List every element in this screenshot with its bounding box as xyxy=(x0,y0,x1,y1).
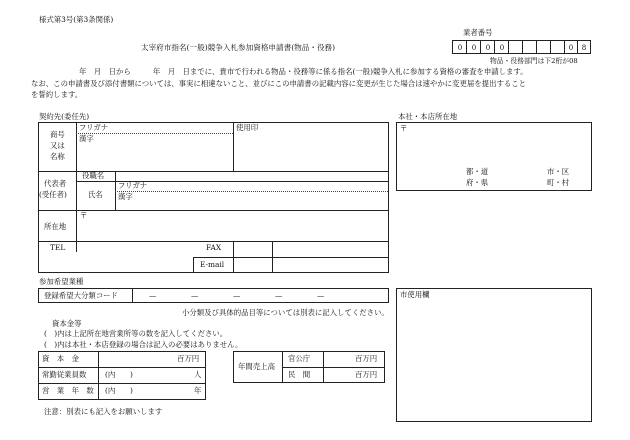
address-postal-mark: 〒 xyxy=(80,211,88,220)
company-label-1: 商号 xyxy=(50,130,65,139)
capital-row-unit: 百万円 xyxy=(177,354,200,363)
form-number: 様式第3号(第3条関係) xyxy=(39,15,114,24)
capital-row-unit: 年 xyxy=(194,386,202,395)
sales-row-unit: 百万円 xyxy=(355,354,378,363)
company-furigana-label: フリガナ xyxy=(79,123,109,132)
vendor-number-label: 業者番号 xyxy=(463,28,493,37)
annual-sales-label: 年間売上高 xyxy=(238,362,275,371)
city-use-label: 市使用欄 xyxy=(400,290,430,299)
footer-note: 注意：別表にも記入をお願いします xyxy=(44,407,163,416)
intro-line-1: 年 月 日から 年 月 日までに、貴市で行われる物品・役務等に係る指名(一般)競争入札に参加する資格の審査を申請します。 xyxy=(79,67,528,76)
fax-label: FAX xyxy=(206,243,222,252)
company-kanji-label: 漢字 xyxy=(79,134,94,143)
business-years-field[interactable] xyxy=(142,384,192,397)
head-office-heading: 本社・本店所在地 xyxy=(398,112,458,121)
seal-field[interactable] xyxy=(236,134,386,168)
capital-heading: 資本金等 xyxy=(52,319,82,328)
capital-amount-field[interactable] xyxy=(98,352,174,365)
name-label: 氏名 xyxy=(88,190,103,199)
private-sales-field[interactable] xyxy=(323,368,353,381)
sales-row-label: 民 間 xyxy=(288,370,311,379)
employees-field[interactable] xyxy=(142,368,192,381)
capital-row-label: 営 業 年 数 xyxy=(42,386,94,395)
prefecture-label-1: 都・道 xyxy=(466,167,489,176)
representative-name-field[interactable] xyxy=(140,191,386,207)
representative-furigana-label: フリガナ xyxy=(118,181,148,190)
vendor-digit[interactable]: 0 xyxy=(499,44,505,52)
capital-row-unit: 人 xyxy=(194,370,202,379)
representative-label-2: (受任者) xyxy=(39,190,67,199)
representative-kanji-label: 漢字 xyxy=(118,192,133,201)
seal-label: 使用印 xyxy=(236,123,259,132)
sales-row-unit: 百万円 xyxy=(355,370,378,379)
sales-row-label: 官公庁 xyxy=(288,354,311,363)
tel-label: TEL xyxy=(50,243,66,252)
email-field[interactable] xyxy=(273,257,387,271)
email-label: E-mail xyxy=(200,260,225,269)
category-code-label: 登録希望大分類コード xyxy=(44,291,118,300)
company-label-3: 名称 xyxy=(50,152,65,161)
page-title: 太宰府市指名(一般)競争入札参加資格申請書(物品・役務) xyxy=(141,43,336,52)
city-use-box xyxy=(396,288,592,422)
capital-note-2: ( )内は本社・本店登録の場合は記入の必要はありません。 xyxy=(44,340,243,349)
representative-label-1: 代表者 xyxy=(44,179,67,188)
capital-row-label: 資 本 金 xyxy=(42,354,79,363)
vendor-digit[interactable]: 8 xyxy=(581,44,587,52)
capital-row-label: 常勤従業員数 xyxy=(42,370,87,379)
company-label-2: 又は xyxy=(50,141,65,150)
company-name-field[interactable] xyxy=(79,147,229,167)
capital-row-mid: (内 ) xyxy=(105,370,133,379)
position-title-field[interactable] xyxy=(116,170,386,180)
capital-row-mid: (内 ) xyxy=(105,386,133,395)
vendor-digit[interactable]: 0 xyxy=(471,44,477,52)
vendor-number-boxes[interactable] xyxy=(452,40,591,54)
intro-line-2: なお、この申請書及び添付書類については、事実に相違ないこと、並びにこの申請書の記載内容に変更が生じた場合は速やかに変更届を提出すること xyxy=(31,79,527,88)
address-label: 所在地 xyxy=(44,222,67,231)
vendor-digit[interactable]: 0 xyxy=(568,44,574,52)
code-dash: — xyxy=(275,291,283,300)
vendor-digit[interactable]: 0 xyxy=(485,44,491,52)
vendor-number-note: 物品・役務部門は下2桁が08 xyxy=(490,57,578,65)
category-code-field[interactable] xyxy=(132,289,388,302)
prefecture-label-2: 府・県 xyxy=(466,178,489,187)
public-sales-field[interactable] xyxy=(323,352,353,365)
vendor-digit[interactable]: 0 xyxy=(457,44,463,52)
code-dash: — xyxy=(149,291,157,300)
code-dash: — xyxy=(317,291,325,300)
desired-industry-heading: 参加希望業種 xyxy=(39,277,84,286)
position-title-label: 役職名 xyxy=(82,171,105,180)
code-dash: — xyxy=(233,291,241,300)
code-dash: — xyxy=(191,291,199,300)
head-office-postal-mark: 〒 xyxy=(400,124,408,133)
intro-line-3: を誓約します。 xyxy=(31,90,83,99)
address-field[interactable] xyxy=(78,211,386,238)
capital-note-1: ( )内は上記所在地営業所等の数を記入してください。 xyxy=(44,329,228,338)
city-label-1: 市・区 xyxy=(547,167,570,176)
contractor-heading: 契約先(委任先) xyxy=(39,112,90,121)
subcategory-note: 小分類及び具体的品目等については別表に記入してください。 xyxy=(182,308,389,317)
fax-field[interactable] xyxy=(273,242,387,255)
city-label-2: 町・村 xyxy=(547,178,570,187)
